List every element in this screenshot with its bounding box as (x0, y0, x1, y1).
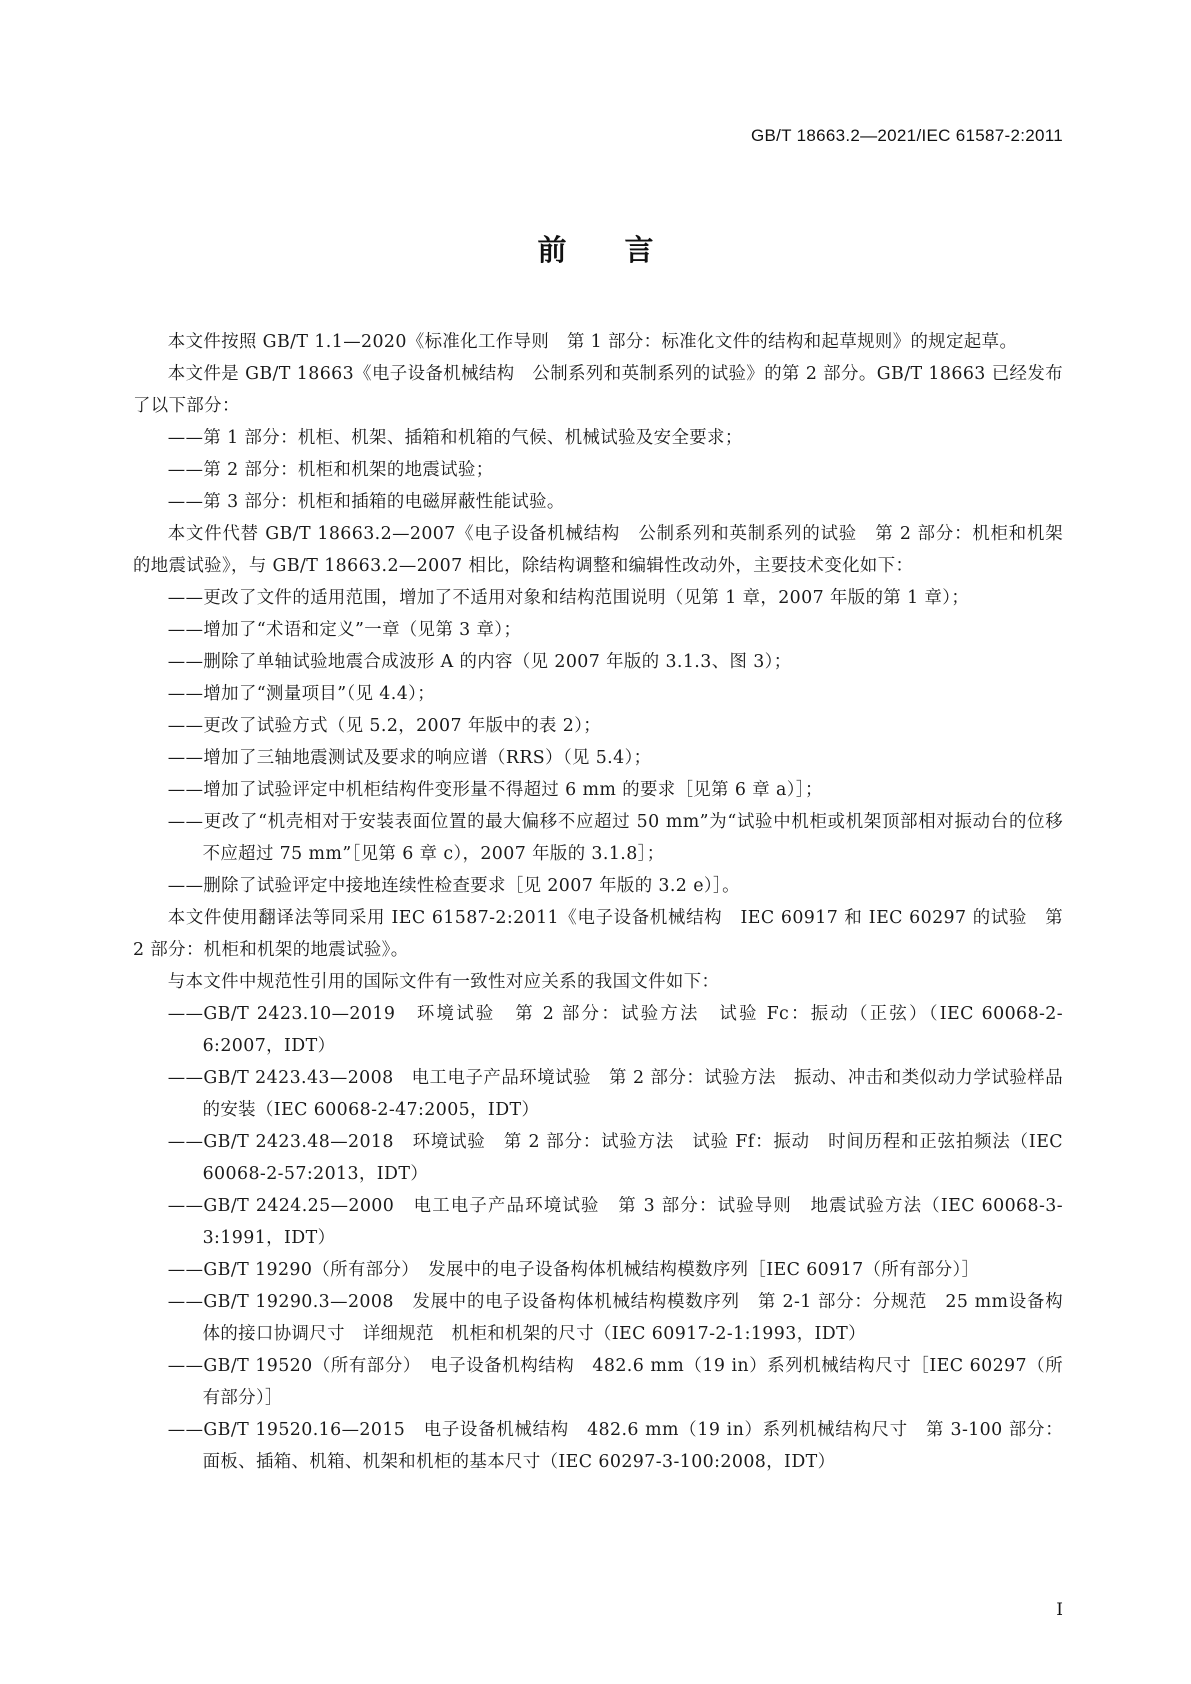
dash-list-item: ——更改了试验方式（见 5.2，2007 年版中的表 2）； (167, 716, 602, 736)
document-body (133, 326, 1063, 1478)
dash-list-item: ——GB/T 2423.48—2018 环境试验 第 2 部分：试验方法 试验 Ff：振动 时间历程和正弦拍频法（IEC 60068-2-57:2013，IDT） (167, 1132, 1063, 1184)
dash-list-item: ——增加了“测量项目”（见 4.4）； (167, 684, 436, 704)
dash-list-item: ——GB/T 19520（所有部分） 电子设备机构结构 482.6 mm（19 in）系列机械结构尺寸［IEC 60297（所有部分）］ (167, 1356, 1063, 1408)
dash-list-item: ——第 3 部分：机柜和插箱的电磁屏蔽性能试验。 (167, 492, 565, 512)
dash-list-item: ——GB/T 19290（所有部分） 发展中的电子设备构体机械结构模数序列［IEC 60917（所有部分）］ (167, 1260, 980, 1280)
page-number: I (1056, 1600, 1063, 1620)
paragraph: 本文件使用翻译法等同采用 IEC 61587-2:2011《电子设备机械结构 IEC 60917 和 IEC 60297 的试验 第 2 部分：机柜和机架的地震试验》。 (133, 908, 1063, 960)
paragraph: 与本文件中规范性引用的国际文件有一致性对应关系的我国文件如下： (167, 972, 720, 992)
dash-list-item: ——增加了三轴地震测试及要求的响应谱（RRS）（见 5.4）； (167, 748, 652, 768)
paragraph: 本文件是 GB/T 18663《电子设备机械结构 公制系列和英制系列的试验》的第 2 部分。GB/T 18663 已经发布了以下部分： (133, 364, 1063, 416)
dash-list-item: ——更改了文件的适用范围，增加了不适用对象和结构范围说明（见第 1 章，2007 年版的第 1 章）； (167, 588, 970, 608)
paragraph: 本文件按照 GB/T 1.1—2020《标准化工作导则 第 1 部分：标准化文件的结构和起草规则》的规定起草。 (167, 332, 1018, 352)
dash-list-item: ——删除了单轴试验地震合成波形 A 的内容（见 2007 年版的 3.1.3、图 3）； (167, 652, 792, 672)
page-title: 前言 (537, 233, 712, 267)
dash-list-item: ——增加了试验评定中机柜结构件变形量不得超过 6 mm 的要求［见第 6 章 a）］； (167, 780, 823, 800)
dash-list-item: ——第 1 部分：机柜、机架、插箱和机箱的气候、机械试验及安全要求； (167, 428, 743, 448)
paragraph: 本文件代替 GB/T 18663.2—2007《电子设备机械结构 公制系列和英制系列的试验 第 2 部分：机柜和机架的地震试验》，与 GB/T 18663.2—2007 相比，除结构调整和编辑性改动外，主要技术变化如下： (133, 524, 1063, 576)
dash-list-item: ——第 2 部分：机柜和机架的地震试验； (167, 460, 494, 480)
dash-list-item: ——GB/T 19290.3—2008 发展中的电子设备构体机械结构模数序列 第 2-1 部分：分规范 25 mm设备构体的接口协调尺寸 详细规范 机柜和机架的尺寸（IEC 60917-2-1:1993，IDT） (167, 1292, 1063, 1344)
dash-list-item: ——更改了“机壳相对于安装表面位置的最大偏移不应超过 50 mm”为“试验中机柜或机架顶部相对振动台的位移不应超过 75 mm”［见第 6 章 c），2007 年版的 3.1.8］； (167, 812, 1063, 864)
dash-list-item: ——GB/T 2423.43—2008 电工电子产品环境试验 第 2 部分：试验方法 振动、冲击和类似动力学试验样品的安装（IEC 60068-2-47:2005，IDT） (167, 1068, 1063, 1120)
dash-list-item: ——GB/T 2423.10—2019 环境试验 第 2 部分：试验方法 试验 Fc：振动（正弦）（IEC 60068-2-6:2007，IDT） (167, 1004, 1063, 1056)
dash-list-item: ——增加了“术语和定义”一章（见第 3 章）； (167, 620, 522, 640)
standard-number: GB/T 18663.2—2021/IEC 61587-2:2011 (750, 126, 1063, 145)
dash-list-item: ——GB/T 2424.25—2000 电工电子产品环境试验 第 3 部分：试验导则 地震试验方法（IEC 60068-3-3:1991，IDT） (167, 1196, 1063, 1248)
dash-list-item: ——GB/T 19520.16—2015 电子设备机械结构 482.6 mm（19 in）系列机械结构尺寸 第 3-100 部分：面板、插箱、机箱、机架和机柜的基本尺寸（IEC 60297-3-100:2008，IDT） (167, 1420, 1063, 1472)
dash-list-item: ——删除了试验评定中接地连续性检查要求［见 2007 年版的 3.2 e）］。 (167, 876, 740, 896)
